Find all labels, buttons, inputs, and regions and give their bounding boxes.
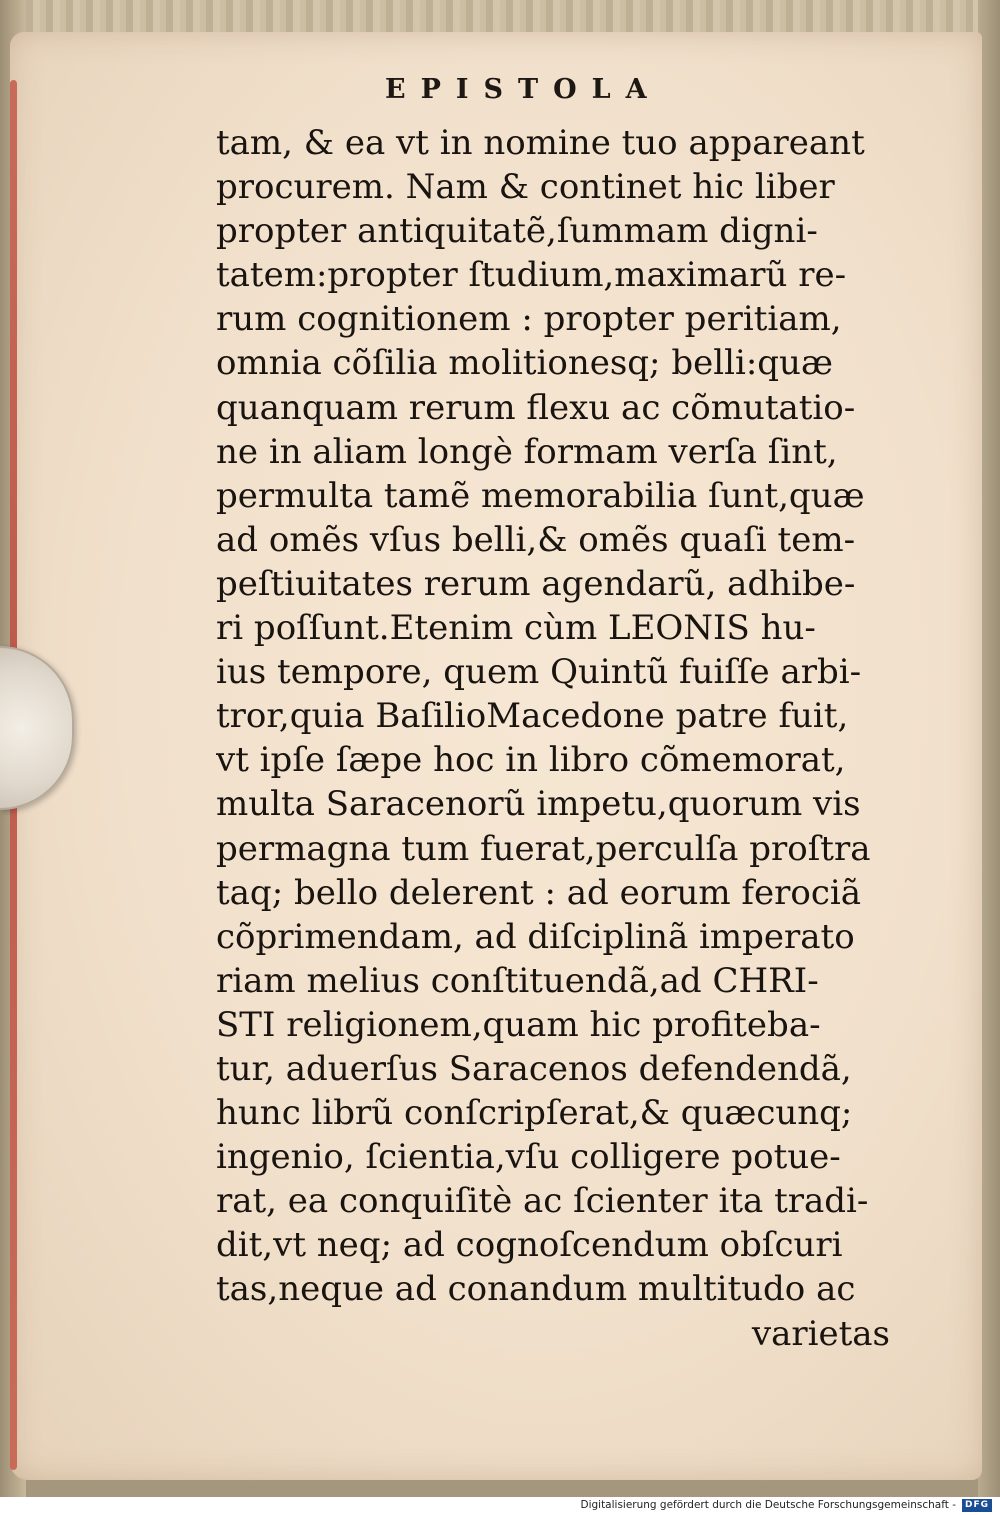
text-line: permulta tamẽ memorabilia ſunt,quæ [216, 475, 865, 516]
text-line: peſtiuitates rerum agendarũ, adhibe- [216, 563, 856, 604]
text-line: rat, ea conquiſitè ac ſcienter ita tradi- [216, 1181, 869, 1222]
text-line: rum cognitionem : propter peritiam, [216, 299, 842, 340]
text-line: vt ipſe ſæpe hoc in libro cõmemorat, [216, 740, 846, 781]
text-line: permagna tum fuerat,perculſa proſtra [216, 828, 871, 869]
text-line: tas,neque ad conandum multitudo ac [216, 1269, 856, 1310]
text-line: propter antiquitatẽ,ſummam digni- [216, 211, 818, 252]
text-line: hunc librũ conſcripſerat,& quæcunq; [216, 1093, 853, 1134]
text-line: quanquam rerum flexu ac cõmutatio- [216, 387, 856, 428]
dfg-logo-icon: DFG [962, 1499, 992, 1512]
text-line: tror,quia BaſilioMacedone patre fuit, [216, 696, 849, 737]
text-line: procurem. Nam & continet hic liber [216, 167, 835, 208]
text-line: ne in aliam longè formam verſa ſint, [216, 431, 838, 472]
text-line: dit,vt neq; ad cognoſcendum obſcuri [216, 1225, 843, 1266]
text-line: STI religionem,quam hic profiteba- [216, 1004, 821, 1045]
text-line: tam, & ea vt in nomine tuo appareant [216, 123, 865, 163]
text-line: tur, aduerſus Saracenos defendendã, [216, 1048, 852, 1089]
text-line: cõprimendam, ad diſciplinã imperato [216, 916, 855, 957]
text-line: ri poſſunt.Etenim cùm LEONIS hu- [216, 608, 816, 649]
text-line: omnia cõſilia molitionesq; belli:quæ [216, 343, 833, 384]
text-line: taq; bello delerent : ad eorum ferociã [216, 872, 862, 913]
text-line: ius tempore, quem Quintũ fuiſſe arbi- [216, 652, 862, 693]
text-line: tatem:propter ſtudium,maximarũ re- [216, 255, 847, 296]
text-line: ad omẽs vſus belli,& omẽs quaſi tem- [216, 519, 856, 560]
catchword: varietas [751, 1313, 890, 1354]
text-line: multa Saracenorũ impetu,quorum vis [216, 784, 861, 825]
body-text [216, 121, 898, 1356]
text-line: riam melius conſtituendã,ad CHRI- [216, 960, 819, 1001]
running-header: EPISTOLA [385, 74, 662, 105]
text-line: ingenio, ſcientia,vſu colligere potue- [216, 1137, 841, 1178]
funding-credit: Digitalisierung gefördert durch die Deutsche Forschungsgemeinschaft - [580, 1499, 956, 1511]
